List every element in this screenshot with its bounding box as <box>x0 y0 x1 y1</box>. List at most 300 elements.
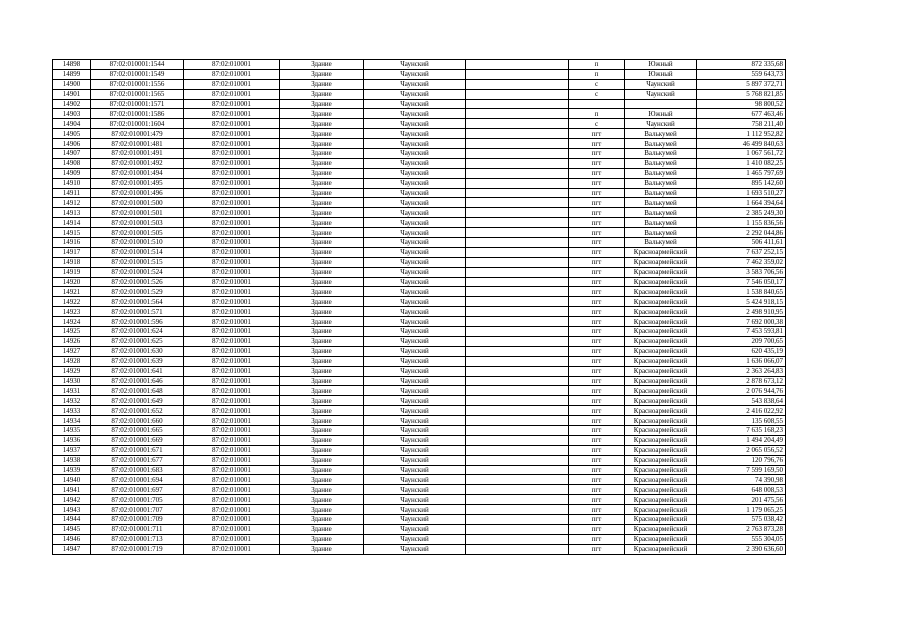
district-cell: Чаунский <box>364 366 466 376</box>
cadastral-value-cell: 872 335,68 <box>697 60 786 70</box>
empty-cell <box>466 534 569 544</box>
settlement-type-cell: пгт <box>569 356 625 366</box>
settlement-name-cell: Чаунский <box>625 79 697 89</box>
district-cell: Чаунский <box>364 485 466 495</box>
settlement-type-cell: пгт <box>569 277 625 287</box>
district-cell: Чаунский <box>364 218 466 228</box>
object-type-cell: Здание <box>280 218 364 228</box>
settlement-name-cell: Красноармейский <box>625 356 697 366</box>
row-number-cell: 14918 <box>53 257 91 267</box>
settlement-name-cell: Чаунский <box>625 89 697 99</box>
table-row <box>53 79 786 89</box>
object-type-cell: Здание <box>280 119 364 129</box>
cadastral-value-cell: 7 453 593,81 <box>697 327 786 337</box>
district-cell: Чаунский <box>364 89 466 99</box>
settlement-name-cell: Красноармейский <box>625 544 697 554</box>
table-row <box>53 356 786 366</box>
district-cell: Чаунский <box>364 317 466 327</box>
settlement-type-cell: пгт <box>569 336 625 346</box>
cadastral-value-cell: 46 499 840,63 <box>697 139 786 149</box>
cadastral-value-cell: 7 637 252,15 <box>697 247 786 257</box>
settlement-type-cell: пгт <box>569 514 625 524</box>
settlement-name-cell: Красноармейский <box>625 435 697 445</box>
object-type-cell: Здание <box>280 435 364 445</box>
cadastral-number-cell: 87:02:010001:669 <box>91 435 184 445</box>
object-type-cell: Здание <box>280 386 364 396</box>
cadastral-number-cell: 87:02:010001:1586 <box>91 109 184 119</box>
empty-cell <box>466 79 569 89</box>
table-row <box>53 435 786 445</box>
cadastral-block-cell: 87:02:010001 <box>184 376 280 386</box>
cadastral-number-cell: 87:02:010001:514 <box>91 247 184 257</box>
row-number-cell: 14947 <box>53 544 91 554</box>
settlement-type-cell: с <box>569 119 625 129</box>
cadastral-number-cell: 87:02:010001:1556 <box>91 79 184 89</box>
cadastral-block-cell: 87:02:010001 <box>184 89 280 99</box>
empty-cell <box>466 208 569 218</box>
district-cell: Чаунский <box>364 129 466 139</box>
settlement-name-cell: Валькумей <box>625 228 697 238</box>
district-cell: Чаунский <box>364 505 466 515</box>
settlement-type-cell: пгт <box>569 465 625 475</box>
cadastral-block-cell: 87:02:010001 <box>184 188 280 198</box>
cadastral-value-cell: 98 800,52 <box>697 99 786 109</box>
cadastral-block-cell: 87:02:010001 <box>184 79 280 89</box>
registry-table <box>52 59 786 555</box>
object-type-cell: Здание <box>280 366 364 376</box>
object-type-cell: Здание <box>280 396 364 406</box>
cadastral-number-cell: 87:02:010001:505 <box>91 228 184 238</box>
empty-cell <box>466 277 569 287</box>
row-number-cell: 14905 <box>53 129 91 139</box>
district-cell: Чаунский <box>364 336 466 346</box>
object-type-cell: Здание <box>280 317 364 327</box>
district-cell: Чаунский <box>364 376 466 386</box>
settlement-type-cell: пгт <box>569 386 625 396</box>
table-row <box>53 445 786 455</box>
cadastral-block-cell: 87:02:010001 <box>184 208 280 218</box>
table-body <box>53 60 786 555</box>
object-type-cell: Здание <box>280 188 364 198</box>
empty-cell <box>466 119 569 129</box>
table-row <box>53 495 786 505</box>
empty-cell <box>466 60 569 70</box>
cadastral-block-cell: 87:02:010001 <box>184 149 280 159</box>
table-row <box>53 544 786 554</box>
cadastral-value-cell: 1 465 797,69 <box>697 168 786 178</box>
row-number-cell: 14908 <box>53 158 91 168</box>
cadastral-block-cell: 87:02:010001 <box>184 178 280 188</box>
object-type-cell: Здание <box>280 544 364 554</box>
district-cell: Чаунский <box>364 119 466 129</box>
settlement-name-cell: Красноармейский <box>625 425 697 435</box>
district-cell: Чаунский <box>364 178 466 188</box>
district-cell: Чаунский <box>364 534 466 544</box>
cadastral-number-cell: 87:02:010001:641 <box>91 366 184 376</box>
empty-cell <box>466 69 569 79</box>
settlement-type-cell: пгт <box>569 327 625 337</box>
settlement-type-cell: пгт <box>569 435 625 445</box>
cadastral-number-cell: 87:02:010001:683 <box>91 465 184 475</box>
table-row <box>53 89 786 99</box>
cadastral-block-cell: 87:02:010001 <box>184 524 280 534</box>
settlement-type-cell <box>569 99 625 109</box>
district-cell: Чаунский <box>364 228 466 238</box>
settlement-type-cell: пгт <box>569 495 625 505</box>
table-row <box>53 307 786 317</box>
cadastral-value-cell: 620 435,19 <box>697 346 786 356</box>
object-type-cell: Здание <box>280 277 364 287</box>
cadastral-block-cell: 87:02:010001 <box>184 247 280 257</box>
cadastral-value-cell: 209 700,65 <box>697 336 786 346</box>
cadastral-block-cell: 87:02:010001 <box>184 109 280 119</box>
row-number-cell: 14934 <box>53 416 91 426</box>
table-row <box>53 119 786 129</box>
table-row <box>53 139 786 149</box>
cadastral-value-cell: 1 636 066,07 <box>697 356 786 366</box>
row-number-cell: 14911 <box>53 188 91 198</box>
settlement-type-cell: пгт <box>569 218 625 228</box>
row-number-cell: 14906 <box>53 139 91 149</box>
settlement-type-cell: п <box>569 60 625 70</box>
cadastral-value-cell: 2 416 022,92 <box>697 406 786 416</box>
settlement-name-cell: Валькумей <box>625 129 697 139</box>
row-number-cell: 14929 <box>53 366 91 376</box>
cadastral-block-cell: 87:02:010001 <box>184 396 280 406</box>
empty-cell <box>466 168 569 178</box>
empty-cell <box>466 386 569 396</box>
object-type-cell: Здание <box>280 267 364 277</box>
settlement-type-cell: пгт <box>569 376 625 386</box>
table-row <box>53 386 786 396</box>
object-type-cell: Здание <box>280 534 364 544</box>
object-type-cell: Здание <box>280 514 364 524</box>
settlement-type-cell: пгт <box>569 228 625 238</box>
empty-cell <box>466 455 569 465</box>
row-number-cell: 14928 <box>53 356 91 366</box>
object-type-cell: Здание <box>280 158 364 168</box>
cadastral-number-cell: 87:02:010001:596 <box>91 317 184 327</box>
table-row <box>53 257 786 267</box>
cadastral-value-cell: 1 494 204,49 <box>697 435 786 445</box>
settlement-type-cell: пгт <box>569 416 625 426</box>
settlement-type-cell: пгт <box>569 346 625 356</box>
district-cell: Чаунский <box>364 514 466 524</box>
cadastral-number-cell: 87:02:010001:503 <box>91 218 184 228</box>
district-cell: Чаунский <box>364 356 466 366</box>
table-row <box>53 267 786 277</box>
empty-cell <box>466 346 569 356</box>
cadastral-number-cell: 87:02:010001:492 <box>91 158 184 168</box>
empty-cell <box>466 544 569 554</box>
cadastral-value-cell: 677 463,46 <box>697 109 786 119</box>
cadastral-number-cell: 87:02:010001:711 <box>91 524 184 534</box>
settlement-name-cell: Красноармейский <box>625 396 697 406</box>
empty-cell <box>466 514 569 524</box>
cadastral-block-cell: 87:02:010001 <box>184 495 280 505</box>
empty-cell <box>466 247 569 257</box>
cadastral-number-cell: 87:02:010001:697 <box>91 485 184 495</box>
cadastral-number-cell: 87:02:010001:524 <box>91 267 184 277</box>
object-type-cell: Здание <box>280 524 364 534</box>
cadastral-block-cell: 87:02:010001 <box>184 139 280 149</box>
cadastral-value-cell: 2 363 264,83 <box>697 366 786 376</box>
cadastral-number-cell: 87:02:010001:510 <box>91 238 184 248</box>
object-type-cell: Здание <box>280 198 364 208</box>
district-cell: Чаунский <box>364 139 466 149</box>
settlement-type-cell: пгт <box>569 139 625 149</box>
settlement-type-cell: пгт <box>569 524 625 534</box>
object-type-cell: Здание <box>280 238 364 248</box>
cadastral-value-cell: 5 768 821,85 <box>697 89 786 99</box>
table-row <box>53 208 786 218</box>
empty-cell <box>466 465 569 475</box>
settlement-name-cell: Красноармейский <box>625 495 697 505</box>
object-type-cell: Здание <box>280 287 364 297</box>
object-type-cell: Здание <box>280 505 364 515</box>
row-number-cell: 14943 <box>53 505 91 515</box>
empty-cell <box>466 475 569 485</box>
empty-cell <box>466 178 569 188</box>
cadastral-block-cell: 87:02:010001 <box>184 287 280 297</box>
table-row <box>53 406 786 416</box>
settlement-name-cell <box>625 99 697 109</box>
object-type-cell: Здание <box>280 297 364 307</box>
settlement-name-cell: Красноармейский <box>625 416 697 426</box>
cadastral-block-cell: 87:02:010001 <box>184 60 280 70</box>
settlement-type-cell: пгт <box>569 158 625 168</box>
settlement-type-cell: пгт <box>569 267 625 277</box>
cadastral-number-cell: 87:02:010001:705 <box>91 495 184 505</box>
settlement-name-cell: Красноармейский <box>625 376 697 386</box>
settlement-name-cell: Чаунский <box>625 119 697 129</box>
district-cell: Чаунский <box>364 208 466 218</box>
row-number-cell: 14936 <box>53 435 91 445</box>
table-row <box>53 158 786 168</box>
cadastral-number-cell: 87:02:010001:479 <box>91 129 184 139</box>
empty-cell <box>466 109 569 119</box>
settlement-type-cell: пгт <box>569 455 625 465</box>
cadastral-number-cell: 87:02:010001:639 <box>91 356 184 366</box>
settlement-type-cell: пгт <box>569 198 625 208</box>
district-cell: Чаунский <box>364 247 466 257</box>
settlement-type-cell: пгт <box>569 178 625 188</box>
cadastral-number-cell: 87:02:010001:526 <box>91 277 184 287</box>
district-cell: Чаунский <box>364 327 466 337</box>
cadastral-block-cell: 87:02:010001 <box>184 435 280 445</box>
table-row <box>53 317 786 327</box>
settlement-name-cell: Красноармейский <box>625 307 697 317</box>
district-cell: Чаунский <box>364 198 466 208</box>
cadastral-block-cell: 87:02:010001 <box>184 69 280 79</box>
cadastral-value-cell: 7 635 168,23 <box>697 425 786 435</box>
table-row <box>53 287 786 297</box>
cadastral-block-cell: 87:02:010001 <box>184 485 280 495</box>
row-number-cell: 14898 <box>53 60 91 70</box>
district-cell: Чаунский <box>364 455 466 465</box>
settlement-type-cell: пгт <box>569 129 625 139</box>
cadastral-block-cell: 87:02:010001 <box>184 356 280 366</box>
table-row <box>53 327 786 337</box>
cadastral-number-cell: 87:02:010001:713 <box>91 534 184 544</box>
empty-cell <box>466 416 569 426</box>
cadastral-value-cell: 7 599 169,50 <box>697 465 786 475</box>
settlement-name-cell: Красноармейский <box>625 247 697 257</box>
settlement-name-cell: Красноармейский <box>625 514 697 524</box>
settlement-type-cell: пгт <box>569 188 625 198</box>
object-type-cell: Здание <box>280 327 364 337</box>
cadastral-number-cell: 87:02:010001:648 <box>91 386 184 396</box>
object-type-cell: Здание <box>280 208 364 218</box>
district-cell: Чаунский <box>364 307 466 317</box>
table-row <box>53 247 786 257</box>
row-number-cell: 14935 <box>53 425 91 435</box>
empty-cell <box>466 524 569 534</box>
district-cell: Чаунский <box>364 475 466 485</box>
settlement-type-cell: пгт <box>569 485 625 495</box>
empty-cell <box>466 435 569 445</box>
district-cell: Чаунский <box>364 99 466 109</box>
district-cell: Чаунский <box>364 109 466 119</box>
object-type-cell: Здание <box>280 336 364 346</box>
cadastral-value-cell: 1 664 394,64 <box>697 198 786 208</box>
settlement-name-cell: Валькумей <box>625 198 697 208</box>
row-number-cell: 14917 <box>53 247 91 257</box>
cadastral-value-cell: 895 142,60 <box>697 178 786 188</box>
district-cell: Чаунский <box>364 69 466 79</box>
object-type-cell: Здание <box>280 139 364 149</box>
row-number-cell: 14925 <box>53 327 91 337</box>
cadastral-value-cell: 543 838,64 <box>697 396 786 406</box>
empty-cell <box>466 89 569 99</box>
row-number-cell: 14938 <box>53 455 91 465</box>
cadastral-value-cell: 559 643,73 <box>697 69 786 79</box>
empty-cell <box>466 376 569 386</box>
table-row <box>53 425 786 435</box>
row-number-cell: 14931 <box>53 386 91 396</box>
settlement-name-cell: Красноармейский <box>625 277 697 287</box>
empty-cell <box>466 366 569 376</box>
settlement-name-cell: Южный <box>625 69 697 79</box>
empty-cell <box>466 485 569 495</box>
settlement-name-cell: Красноармейский <box>625 465 697 475</box>
district-cell: Чаунский <box>364 544 466 554</box>
settlement-type-cell: пгт <box>569 317 625 327</box>
settlement-type-cell: пгт <box>569 505 625 515</box>
object-type-cell: Здание <box>280 416 364 426</box>
object-type-cell: Здание <box>280 69 364 79</box>
district-cell: Чаунский <box>364 168 466 178</box>
cadastral-block-cell: 87:02:010001 <box>184 327 280 337</box>
row-number-cell: 14902 <box>53 99 91 109</box>
object-type-cell: Здание <box>280 425 364 435</box>
cadastral-value-cell: 1 067 561,72 <box>697 149 786 159</box>
settlement-name-cell: Валькумей <box>625 168 697 178</box>
settlement-name-cell: Южный <box>625 60 697 70</box>
district-cell: Чаунский <box>364 406 466 416</box>
settlement-name-cell: Валькумей <box>625 139 697 149</box>
settlement-name-cell: Валькумей <box>625 238 697 248</box>
district-cell: Чаунский <box>364 188 466 198</box>
empty-cell <box>466 267 569 277</box>
cadastral-value-cell: 7 462 359,02 <box>697 257 786 267</box>
table-row <box>53 188 786 198</box>
row-number-cell: 14901 <box>53 89 91 99</box>
settlement-type-cell: пгт <box>569 287 625 297</box>
settlement-type-cell: пгт <box>569 247 625 257</box>
cadastral-number-cell: 87:02:010001:1604 <box>91 119 184 129</box>
row-number-cell: 14932 <box>53 396 91 406</box>
settlement-name-cell: Красноармейский <box>625 346 697 356</box>
settlement-name-cell: Красноармейский <box>625 336 697 346</box>
empty-cell <box>466 445 569 455</box>
settlement-type-cell: с <box>569 89 625 99</box>
empty-cell <box>466 356 569 366</box>
settlement-name-cell: Красноармейский <box>625 297 697 307</box>
cadastral-value-cell: 5 897 372,71 <box>697 79 786 89</box>
cadastral-number-cell: 87:02:010001:652 <box>91 406 184 416</box>
table-row <box>53 99 786 109</box>
empty-cell <box>466 198 569 208</box>
settlement-name-cell: Красноармейский <box>625 327 697 337</box>
cadastral-number-cell: 87:02:010001:719 <box>91 544 184 554</box>
cadastral-number-cell: 87:02:010001:709 <box>91 514 184 524</box>
cadastral-block-cell: 87:02:010001 <box>184 277 280 287</box>
row-number-cell: 14946 <box>53 534 91 544</box>
cadastral-block-cell: 87:02:010001 <box>184 386 280 396</box>
table-row <box>53 109 786 119</box>
settlement-type-cell: пгт <box>569 297 625 307</box>
cadastral-number-cell: 87:02:010001:1544 <box>91 60 184 70</box>
row-number-cell: 14923 <box>53 307 91 317</box>
settlement-type-cell: пгт <box>569 257 625 267</box>
empty-cell <box>466 336 569 346</box>
settlement-name-cell: Валькумей <box>625 208 697 218</box>
cadastral-block-cell: 87:02:010001 <box>184 366 280 376</box>
cadastral-value-cell: 1 112 952,82 <box>697 129 786 139</box>
cadastral-block-cell: 87:02:010001 <box>184 317 280 327</box>
row-number-cell: 14912 <box>53 198 91 208</box>
table-row <box>53 465 786 475</box>
table-row <box>53 524 786 534</box>
object-type-cell: Здание <box>280 475 364 485</box>
settlement-type-cell: пгт <box>569 425 625 435</box>
district-cell: Чаунский <box>364 257 466 267</box>
cadastral-block-cell: 87:02:010001 <box>184 168 280 178</box>
cadastral-block-cell: 87:02:010001 <box>184 119 280 129</box>
settlement-name-cell: Валькумей <box>625 178 697 188</box>
settlement-type-cell: пгт <box>569 208 625 218</box>
cadastral-value-cell: 2 076 944,76 <box>697 386 786 396</box>
cadastral-number-cell: 87:02:010001:1565 <box>91 89 184 99</box>
table-row <box>53 297 786 307</box>
row-number-cell: 14920 <box>53 277 91 287</box>
table-row <box>53 366 786 376</box>
row-number-cell: 14933 <box>53 406 91 416</box>
cadastral-value-cell: 135 608,55 <box>697 416 786 426</box>
district-cell: Чаунский <box>364 297 466 307</box>
cadastral-number-cell: 87:02:010001:649 <box>91 396 184 406</box>
cadastral-block-cell: 87:02:010001 <box>184 455 280 465</box>
settlement-name-cell: Красноармейский <box>625 287 697 297</box>
cadastral-value-cell: 2 498 910,95 <box>697 307 786 317</box>
table-row <box>53 505 786 515</box>
table-row <box>53 485 786 495</box>
row-number-cell: 14939 <box>53 465 91 475</box>
table-row <box>53 129 786 139</box>
table-row <box>53 336 786 346</box>
cadastral-block-cell: 87:02:010001 <box>184 99 280 109</box>
